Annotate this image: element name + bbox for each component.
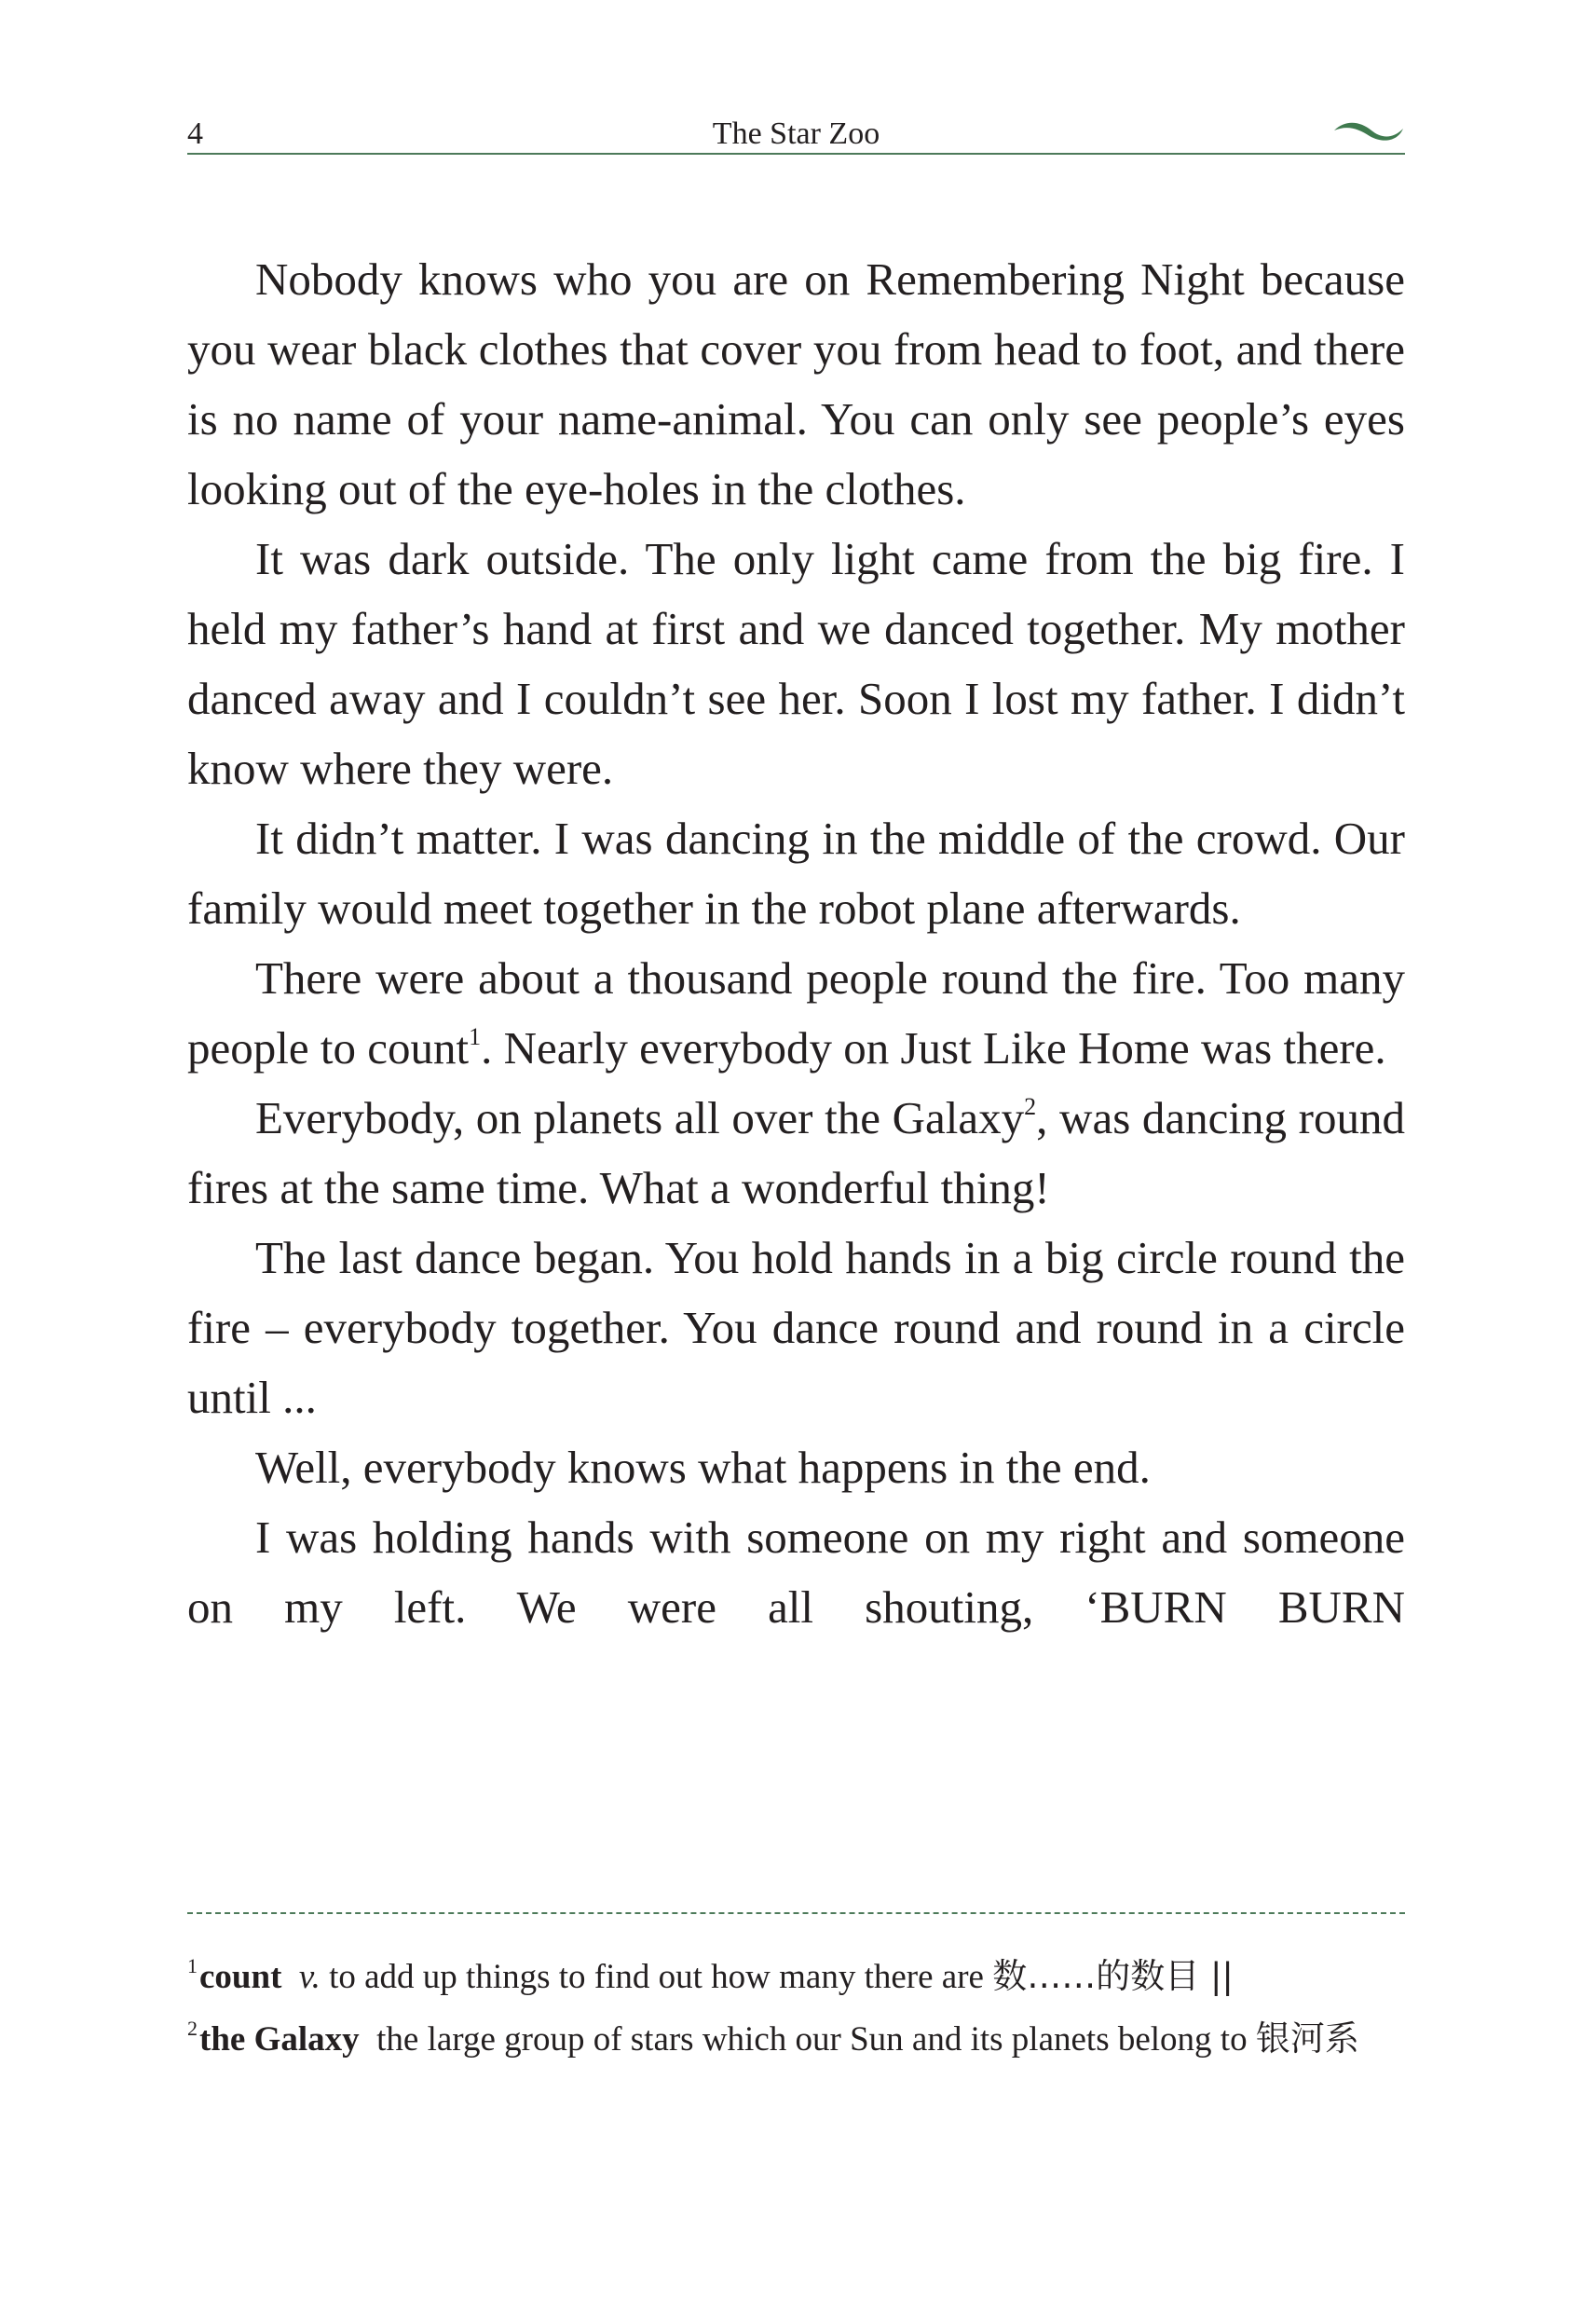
footnote-definition: the large group of stars which our Sun and its planets belong to	[376, 2020, 1248, 2059]
swash-ornament-icon	[1332, 117, 1405, 145]
paragraph: Well, everybody knows what happens in the end.	[255, 1442, 1151, 1493]
paragraph: I was holding hands with someone on my right and someone on my left. We were all shouting, ‘BURN BURN	[187, 1512, 1405, 1633]
paragraph: The last dance began. You hold hands in a big circle round the fire – everybody together. You dance round and round in a circle until ...	[187, 1232, 1405, 1423]
running-title: The Star Zoo	[712, 116, 880, 151]
footnote-2	[187, 2008, 1405, 2071]
footnote-separator	[187, 1912, 1405, 1914]
footnote-reference-1[interactable]: 1	[469, 1023, 482, 1050]
paragraph-text: There were about a thousand people round the fire. Too many people to count	[187, 952, 1405, 1074]
footnote-translation: 数……的数目 ||	[992, 1956, 1234, 1996]
paragraph	[187, 943, 1405, 1083]
paragraph	[187, 1083, 1405, 1223]
paragraph-text: , was dancing round fires at the same time. What a wonderful thing!	[187, 1092, 1405, 1213]
running-header	[187, 110, 1405, 155]
footnote-reference-2[interactable]: 2	[1024, 1093, 1037, 1120]
footnotes	[187, 1946, 1405, 2071]
page-number: 4	[187, 116, 203, 151]
main-text	[187, 244, 1405, 1642]
paragraph: It was dark outside. The only light came from the big fire. I held my father’s hand at first and we danced together. My mother danced away and I couldn’t see her. Soon I lost my father. I didn’t know where they were.	[187, 533, 1405, 794]
footnote-number: 1	[187, 1954, 198, 1977]
footnote-definition: to add up things to find out how many there are	[329, 1958, 984, 1996]
paragraph-text: . Nearly everybody on Just Like Home was there.	[481, 1022, 1386, 1074]
paragraph: Nobody knows who you are on Remembering Night because you wear black clothes that cover you from head to foot, and there is no name of your name-animal. You can only see people’s eyes looking out of the eye-holes in the clothes.	[187, 253, 1405, 514]
footnote-term: the Galaxy	[199, 2020, 360, 2059]
footnote-1	[187, 1946, 1405, 2008]
footnote-part-of-speech: v.	[298, 1958, 321, 1996]
paragraph: It didn’t matter. I was dancing in the middle of the crowd. Our family would meet together in the robot plane afterwards.	[187, 813, 1405, 934]
footnote-translation: 银河系	[1255, 2018, 1359, 2059]
footnote-term: count	[199, 1958, 282, 1996]
paragraph-text: Everybody, on planets all over the Galaxy	[255, 1092, 1025, 1143]
header-rule	[187, 153, 1405, 155]
footnote-number: 2	[187, 2017, 198, 2040]
